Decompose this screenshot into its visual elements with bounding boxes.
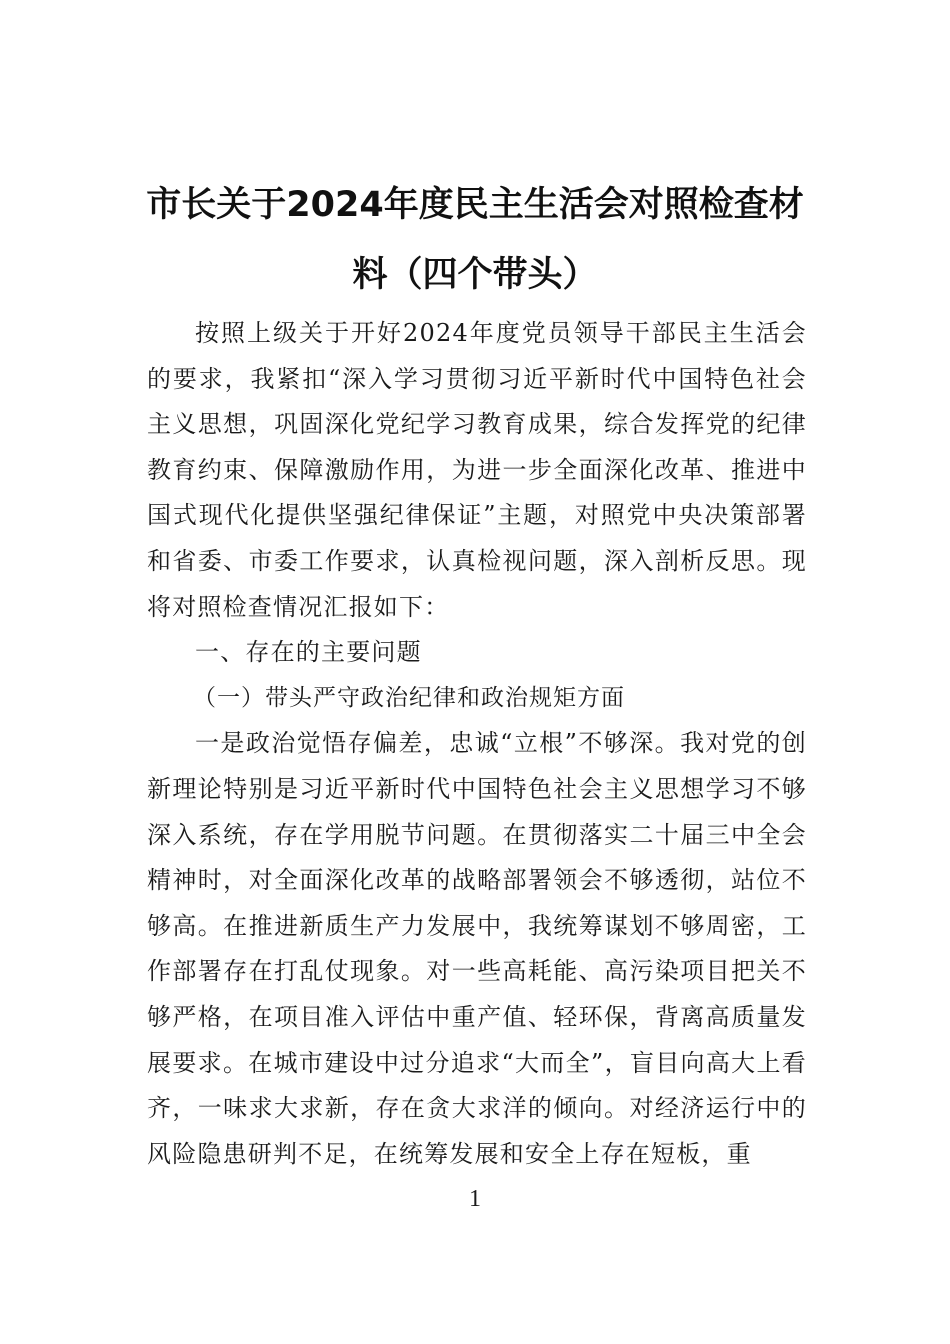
title-line-1: 市长关于2024年度民主生活会对照检查材: [146, 185, 804, 225]
document-title: [140, 170, 810, 310]
body-paragraph: 一是政治觉悟存偏差，忠诚“立根”不够深。我对党的创新理论特别是习近平新时代中国特色社会主义思想学习不够深入系统，存在学用脱节问题。在贯彻落实二十届三中全会精神时，对全面深化改革的战略部署领会不够透彻，站位不够高。在推进新质生产力发展中，我统筹谋划不够周密，工作部署存在打乱仗现象。对一些高耗能、高污染项目把关不够严格，在项目准入评估中重产值、轻环保，背离高质量发展要求。在城市建设中过分追求“大而全”，盲目向高大上看齐，一味求大求新，存在贪大求洋的倾向。对经济运行中的风险隐患研判不足，在统筹发展和安全上存在短板，重: [147, 729, 807, 1168]
document-body: [147, 311, 807, 1177]
intro-paragraph: 按照上级关于开好2024年度党员领导干部民主生活会的要求，我紧扣“深入学习贯彻习近平新时代中国特色社会主义思想，巩固深化党纪学习教育成果，综合发挥党的纪律教育约束、保障激励作用，为进一步全面深化改革、推进中国式现代化提供坚强纪律保证”主题，对照党中央决策部署和省委、市委工作要求，认真检视问题，深入剖析反思。现将对照检查情况汇报如下：: [147, 319, 807, 621]
section-heading: 一、存在的主要问题: [195, 638, 422, 667]
subsection-heading: （一）带头严守政治纪律和政治规矩方面: [193, 684, 625, 711]
title-line-2: 料（四个带头）: [352, 255, 598, 295]
page-number: 1: [469, 1186, 481, 1212]
